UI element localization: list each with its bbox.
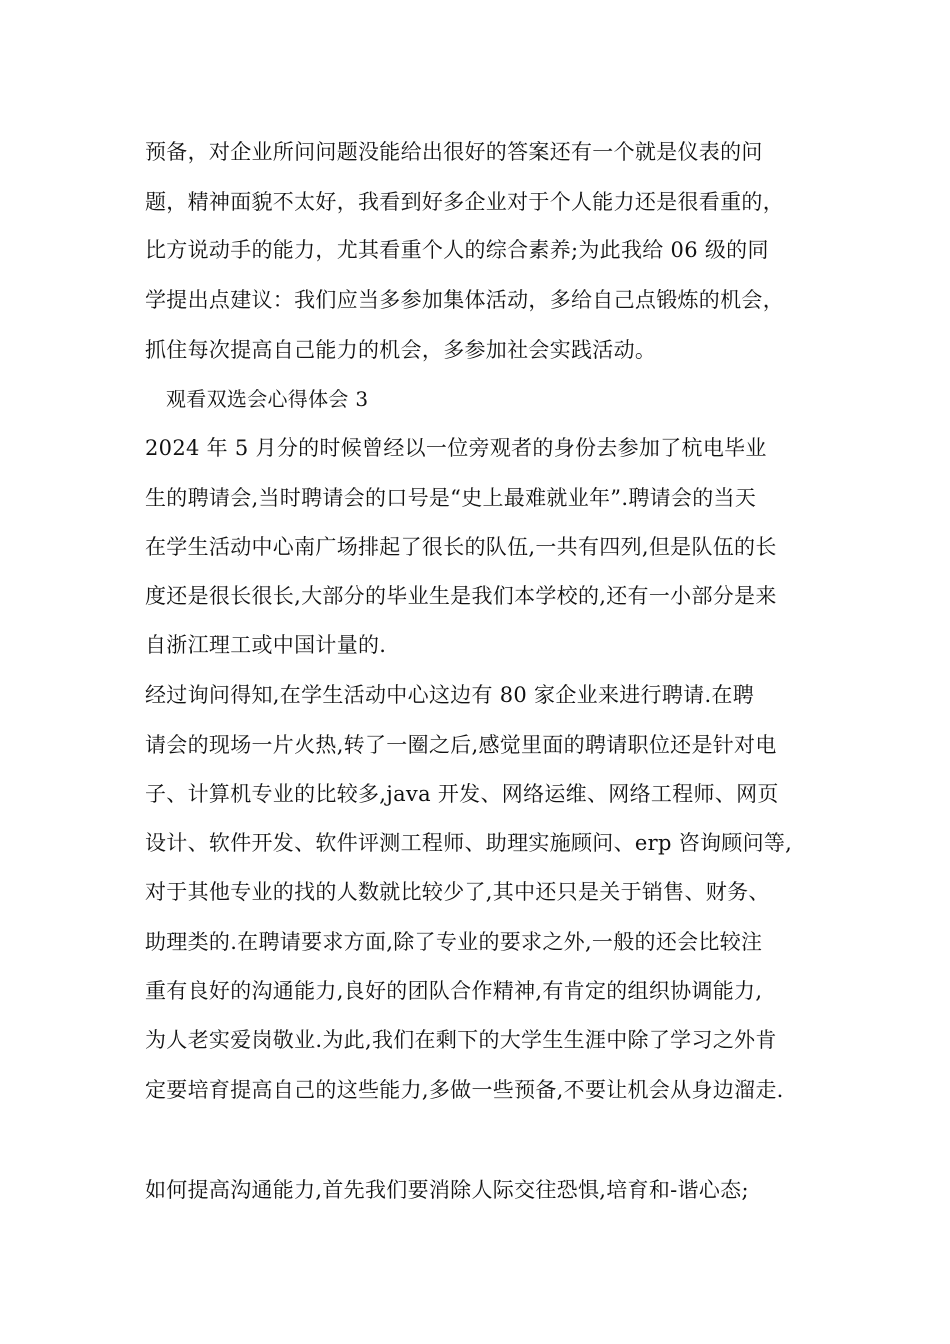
paragraph-4-line-1: 如何提高沟通能力,首先我们要消除人际交往恐惧,培育和-谐心态; — [145, 1178, 749, 1202]
paragraph-2-line-5: 自浙江理工或中国计量的. — [145, 633, 387, 657]
section-heading: 观看双选会心得体会 3 — [166, 387, 369, 411]
paragraph-2-line-2: 生的聘请会,当时聘请会的口号是“史上最难就业年”.聘请会的当天 — [145, 486, 757, 510]
paragraph-3-line-9: 定要培育提高自己的这些能力,多做一些预备,不要让机会从身边溜走. — [145, 1078, 784, 1102]
paragraph-1-line-5: 抓住每次提高自己能力的机会，多参加社会实践活动。 — [145, 338, 657, 362]
paragraph-1-line-1: 预备，对企业所问问题没能给出很好的答案还有一个就是仪表的问 — [145, 140, 763, 164]
paragraph-2-line-1: 2024 年 5 月分的时候曾经以一位旁观者的身份去参加了杭电毕业 — [145, 436, 767, 460]
paragraph-3-line-3: 子、计算机专业的比较多,java 开发、网络运维、网络工程师、网页 — [145, 782, 779, 806]
paragraph-1-line-4: 学提出点建议：我们应当多参加集体活动，多给自己点锻炼的机会， — [145, 288, 784, 312]
paragraph-3-line-1: 经过询问得知,在学生活动中心这边有 80 家企业来进行聘请.在聘 — [145, 683, 755, 707]
paragraph-3-line-4: 设计、软件开发、软件评测工程师、助理实施顾问、erp 咨询顾问等, — [145, 831, 793, 855]
paragraph-3-line-6: 助理类的.在聘请要求方面,除了专业的要求之外,一般的还会比较注 — [145, 930, 763, 954]
paragraph-1-line-2: 题，精神面貌不太好，我看到好多企业对于个人能力还是很看重的， — [145, 190, 784, 214]
paragraph-3-line-2: 请会的现场一片火热,转了一圈之后,感觉里面的聘请职位还是针对电 — [145, 733, 777, 757]
paragraph-2-line-4: 度还是很长很长,大部分的毕业生是我们本学校的,还有一小部分是来 — [145, 584, 777, 608]
paragraph-2-line-3: 在学生活动中心南广场排起了很长的队伍,一共有四列,但是队伍的长 — [145, 535, 777, 559]
paragraph-3-line-8: 为人老实爱岗敬业.为此,我们在剩下的大学生生涯中除了学习之外肯 — [145, 1028, 777, 1052]
paragraph-3-line-5: 对于其他专业的找的人数就比较少了,其中还只是关于销售、财务、 — [145, 880, 770, 904]
paragraph-3-line-7: 重有良好的沟通能力,良好的团队合作精神,有肯定的组织协调能力, — [145, 979, 763, 1003]
paragraph-1-line-3: 比方说动手的能力，尤其看重个人的综合素养;为此我给 06 级的同 — [145, 238, 769, 262]
